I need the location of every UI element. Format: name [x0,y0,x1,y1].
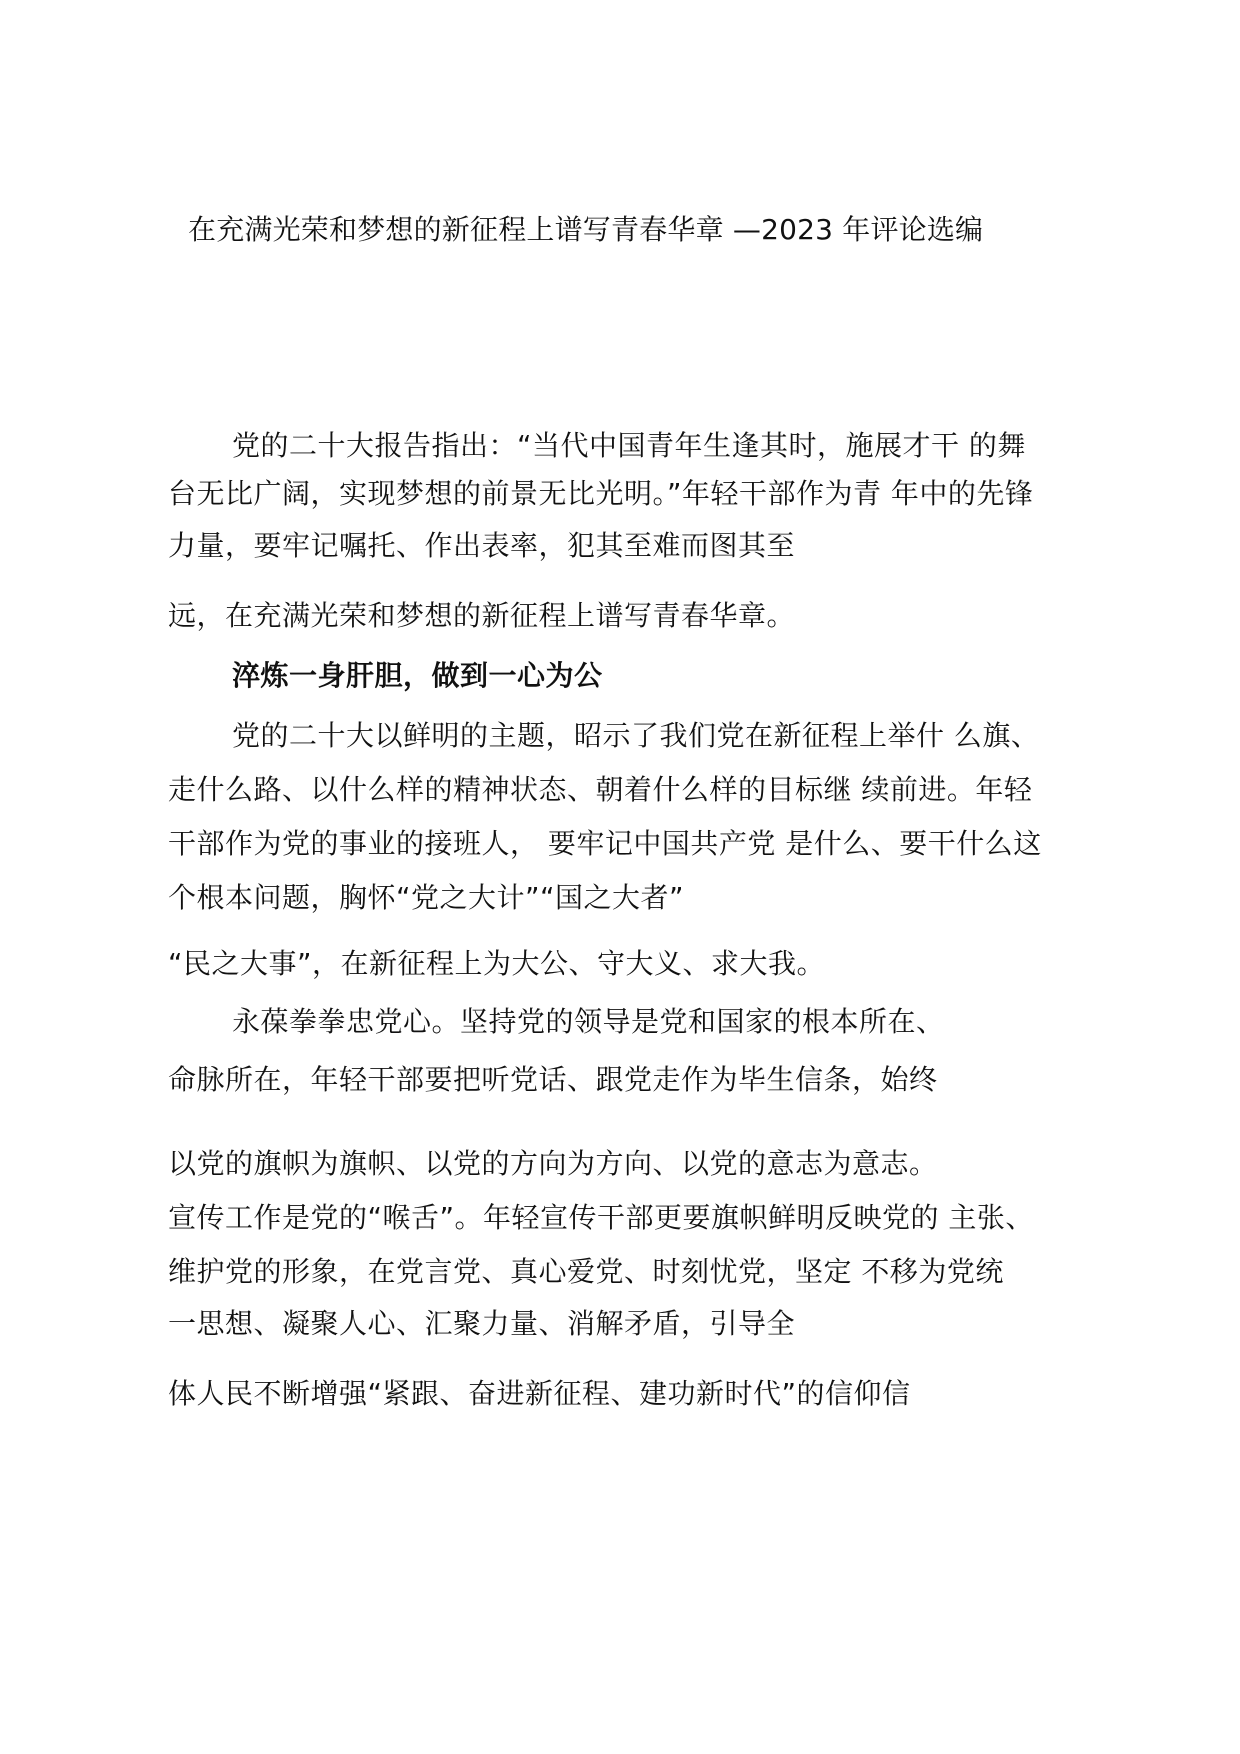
paragraph-line: 力量，要牢记嘱托、作出表率，犯其至难而图其至 [168,529,796,562]
paragraph-line: 宣传工作是党的“喉舌”。年轻宣传干部更要旗帜鲜明反映党的 主张、 [168,1201,1034,1234]
paragraph-line: 党的二十大以鲜明的主题，昭示了我们党在新征程上举什 么旗、 [232,719,1040,752]
paragraph-line: 命脉所在，年轻干部要把听党话、跟党走作为毕生信条，始终 [168,1063,938,1096]
paragraph-line: 体人民不断增强“紧跟、奋进新征程、建功新时代”的信仰信 [168,1377,911,1410]
section-heading: 淬炼一身肝胆，做到一心为公 [232,659,603,692]
paragraph-line: 干部作为党的事业的接班人， 要牢记中国共产党 是什么、要干什么这 [168,827,1042,860]
paragraph-line: 台无比广阔，实现梦想的前景无比光明。”年轻干部作为青 年中的先锋 [168,477,1034,510]
paragraph-line: 一思想、凝聚人心、汇聚力量、消解矛盾，引导全 [168,1307,796,1340]
paragraph-line: 个根本问题，胸怀“党之大计”“国之大者” [168,881,685,914]
paragraph-line: 远，在充满光荣和梦想的新征程上谱写青春华章。 [168,599,796,632]
paragraph-line: 维护党的形象，在党言党、真心爱党、时刻忧党，坚定 不移为党统 [168,1255,1004,1288]
paragraph-line: 党的二十大报告指出：“当代中国青年生逢其时，施展才干 的舞 [232,429,1026,462]
paragraph-line: 以党的旗帜为旗帜、以党的方向为方向、以党的意志为意志。 [168,1147,938,1180]
paragraph-line: 永葆拳拳忠党心。坚持党的领导是党和国家的根本所在、 [232,1005,945,1038]
document-title: 在充满光荣和梦想的新征程上谱写青春华章 —2023 年评论选编 [188,213,984,246]
paragraph-line: “民之大事”，在新征程上为大公、守大义、求大我。 [168,947,826,980]
paragraph-line: 走什么路、以什么样的精神状态、朝着什么样的目标继 续前进。年轻 [168,773,1033,806]
